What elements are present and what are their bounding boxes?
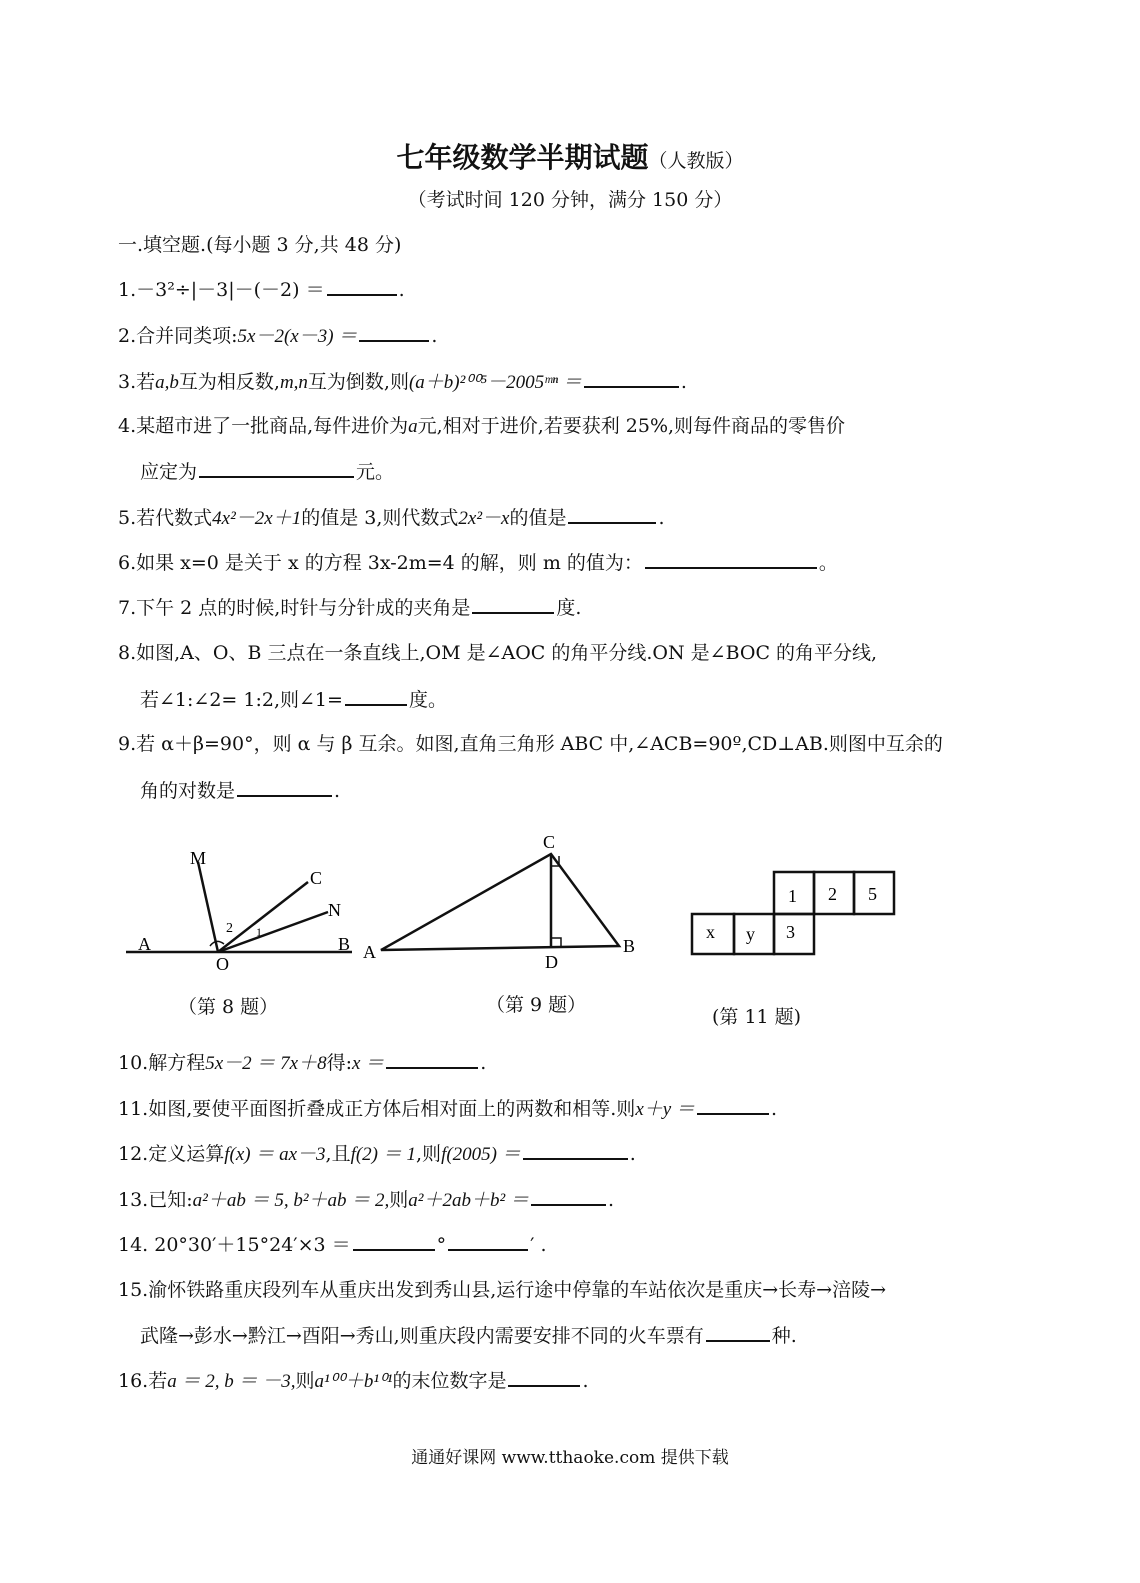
question-8-line-2: 若∠1:∠2= 1:2,则∠1= 度。 — [140, 686, 447, 713]
fig9-label-a: A — [363, 942, 376, 962]
question-8-line-1: 8.如图,A、O、B 三点在一条直线上,OM 是∠AOC 的角平分线.ON 是∠BOC 的角平分线, — [118, 642, 878, 664]
answer-blank-2[interactable] — [359, 322, 429, 342]
footer-source: 通通好课网 www.tthaoke.com 提供下载 — [411, 1448, 729, 1468]
figure-9-caption: （第 9 题） — [486, 994, 587, 1016]
question-1: 1.－3²÷|－3|－(－2) ＝ . — [118, 276, 405, 303]
question-4-line-2: 应定为 元。 — [140, 458, 394, 485]
answer-blank-6[interactable] — [645, 549, 817, 569]
answer-blank-13[interactable] — [531, 1186, 606, 1206]
fig11-cell-x: x — [706, 922, 715, 942]
fig8-angle-1: 1 — [256, 925, 262, 939]
question-4-line-1: 4.某超市进了一批商品,每件进价为a元,相对于进价,若要获利 25%,则每件商品的零售价 — [118, 415, 846, 437]
question-3: 3.若a,b互为相反数,m,n互为倒数,则(a＋b)²⁰⁰⁵－2005ᵐⁿ ＝ . — [118, 368, 687, 396]
fig11-cell-2: 2 — [828, 884, 837, 904]
fig8-label-b: B — [338, 934, 351, 954]
question-11: 11.如图,要使平面图折叠成正方体后相对面上的两数和相等.则x＋y ＝ . — [118, 1095, 777, 1123]
fig11-cell-3: 3 — [786, 922, 795, 942]
answer-blank-14-minutes[interactable] — [448, 1231, 528, 1251]
answer-blank-10[interactable] — [386, 1049, 478, 1069]
section-heading: 一.填空题.(每小题 3 分,共 48 分) — [118, 234, 402, 256]
figure-8-caption: （第 8 题） — [178, 996, 279, 1018]
fig11-cell-y: y — [746, 924, 755, 944]
question-2: 2.合并同类项:5x－2(x－3) ＝ . — [118, 322, 437, 350]
fig9-label-b: B — [623, 936, 636, 956]
fig8-label-a: A — [138, 934, 151, 954]
fig11-cell-1: 1 — [788, 886, 797, 906]
figure-11 — [688, 868, 900, 960]
answer-blank-5[interactable] — [568, 504, 656, 524]
question-13: 13.已知:a²＋ab ＝ 5, b²＋ab ＝ 2,则a²＋2ab＋b² ＝ . — [118, 1186, 614, 1214]
fig8-label-n: N — [328, 900, 341, 920]
exam-info: （考试时间 120 分钟，满分 150 分） — [407, 189, 733, 211]
answer-blank-8[interactable] — [345, 686, 407, 706]
answer-blank-12[interactable] — [523, 1140, 628, 1160]
question-6: 6.如果 x=0 是关于 x 的方程 3x-2m=4 的解，则 m 的值为： 。 — [118, 549, 838, 576]
fig8-label-m: M — [190, 848, 207, 868]
question-9-line-1: 9.若 α＋β=90°，则 α 与 β 互余。如图,直角三角形 ABC 中,∠ACB=90º,CD⊥AB.则图中互余的 — [118, 733, 943, 755]
question-15-line-1: 15.渝怀铁路重庆段列车从重庆出发到秀山县,运行途中停靠的车站依次是重庆→长寿→涪陵→ — [118, 1279, 887, 1301]
fig9-label-d: D — [545, 952, 558, 972]
figure-8 — [110, 840, 370, 980]
answer-blank-11[interactable] — [697, 1095, 769, 1115]
fig8-angle-2: 2 — [226, 921, 233, 936]
question-12: 12.定义运算f(x) ＝ ax－3,且f(2) ＝ 1,则f(2005) ＝ . — [118, 1140, 636, 1168]
answer-blank-3[interactable] — [584, 368, 679, 388]
fig8-label-c: C — [310, 868, 323, 888]
question-9-line-2: 角的对数是 . — [140, 777, 340, 804]
question-7: 7.下午 2 点的时候,时针与分针成的夹角是 度. — [118, 594, 581, 621]
title-note: （人教版） — [648, 150, 744, 172]
fig8-label-o: O — [216, 954, 229, 974]
answer-blank-7[interactable] — [472, 594, 554, 614]
question-10: 10.解方程5x－2 ＝ 7x＋8得:x ＝ . — [118, 1049, 486, 1077]
question-5: 5.若代数式4x²－2x＋1的值是 3,则代数式2x²－x的值是 . — [118, 504, 665, 532]
question-15-line-2: 武隆→彭水→黔江→酉阳→秀山,则重庆段内需要安排不同的火车票有 种. — [140, 1322, 797, 1349]
answer-blank-16[interactable] — [508, 1367, 580, 1387]
answer-blank-9[interactable] — [237, 777, 332, 797]
question-16: 16.若a ＝ 2, b ＝ －3,则a¹⁰⁰＋b¹⁰¹的末位数字是 . — [118, 1367, 589, 1395]
answer-blank-1[interactable] — [327, 276, 397, 296]
page-title: 七年级数学半期试题（人教版） — [396, 141, 744, 174]
figure-9 — [355, 826, 655, 976]
answer-blank-14-degrees[interactable] — [353, 1231, 435, 1251]
question-14: 14. 20°30′＋15°24′×3 ＝ ° ′ . — [118, 1231, 547, 1258]
answer-blank-15[interactable] — [706, 1322, 770, 1342]
fig11-cell-5: 5 — [868, 884, 877, 904]
answer-blank-4[interactable] — [199, 458, 354, 478]
figure-11-caption: (第 11 题) — [712, 1006, 802, 1028]
fig9-label-c: C — [543, 832, 556, 852]
